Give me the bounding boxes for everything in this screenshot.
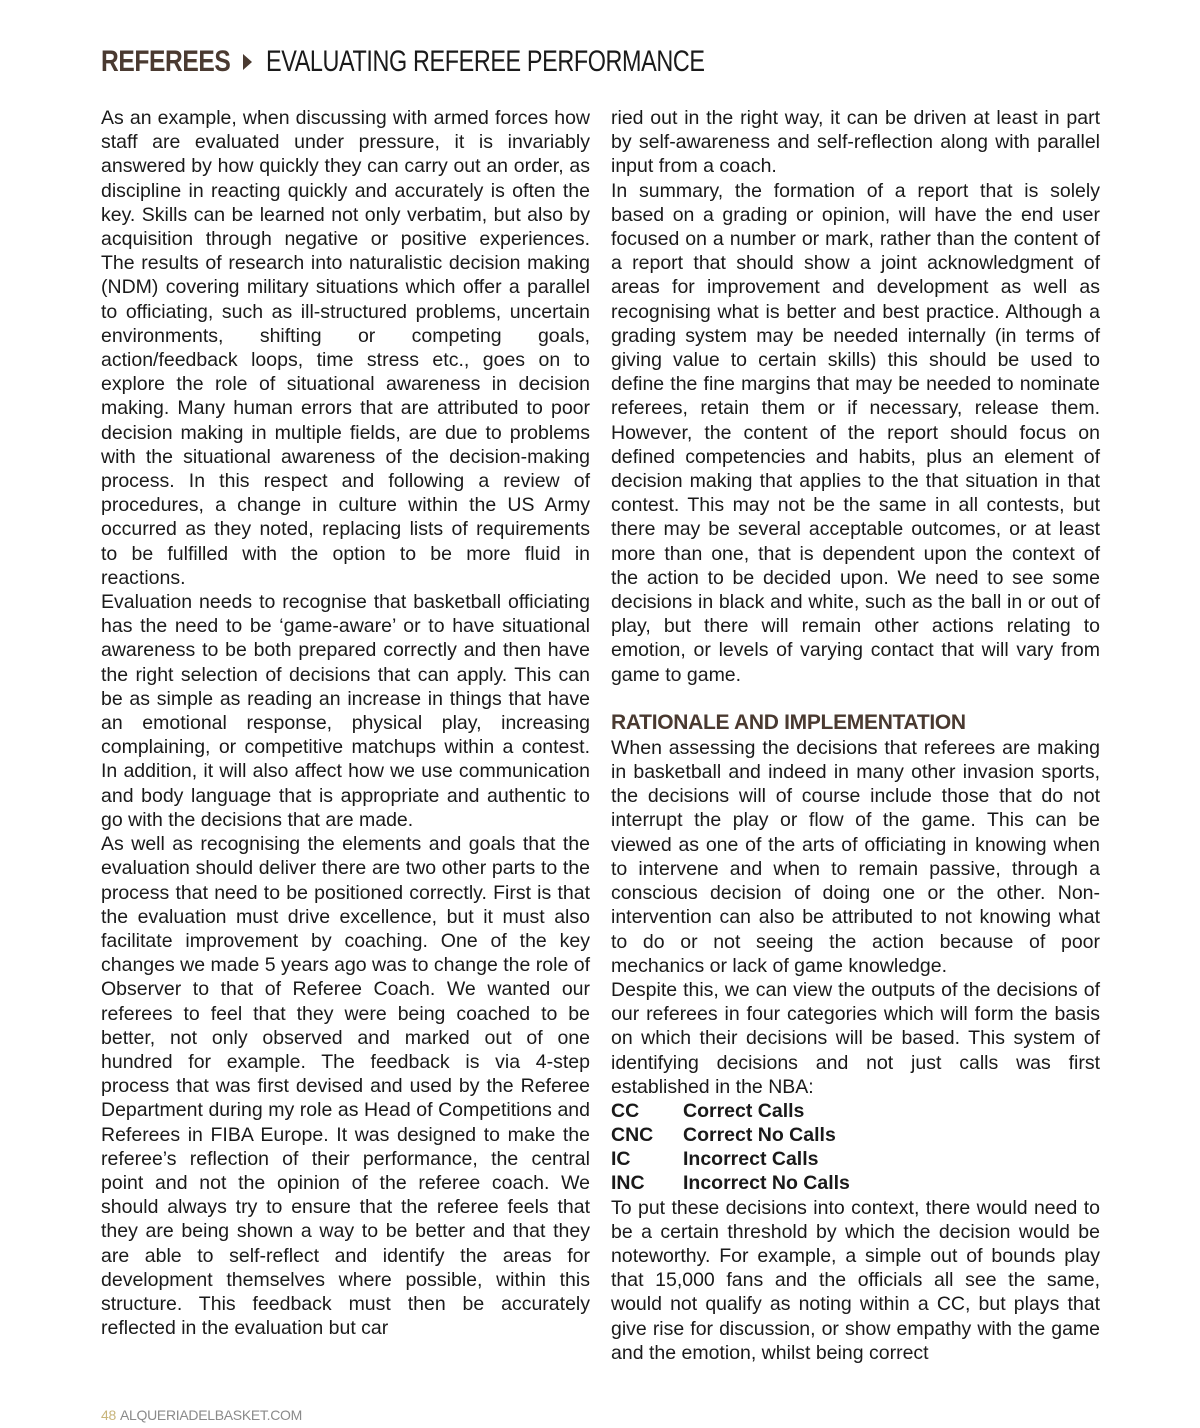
paragraph: Despite this, we can view the outputs of the decisions of our referees in four categories which will form the basis on which their decisions will be based. This system of identifying decisions and not just calls was first established in the NBA:	[611, 978, 1100, 1098]
paragraph: Evaluation needs to recognise that basketball officiating has the need to be ‘game-aware’ or to have situational awareness to be both prepared correctly and then have the right selection of decisions that can apply. This can be as simple as reading an increase in things that have an emotional response, physical play, increasing complaining, or competitive matchups within a contest. In addition, it will also affect how we use communication and body language that is appropriate and authentic to go with the decisions that are made.	[101, 591, 590, 831]
category-code: INC	[611, 1172, 645, 1195]
category-label: Correct Calls	[683, 1099, 805, 1122]
section-subheading: RATIONALE AND IMPLEMENTATION	[611, 710, 966, 734]
left-column	[101, 106, 590, 1340]
page-number: 48	[101, 1407, 116, 1423]
category-item	[611, 1171, 1100, 1195]
category-label: Correct No Calls	[683, 1124, 836, 1147]
caret-right-icon	[243, 54, 252, 70]
right-column	[611, 106, 1100, 1365]
paragraph: As well as recognising the elements and goals that the evaluation should deliver there are two other parts to the process that need to be positioned correctly. First is that the evaluation must drive excellence, but it must also facilitate improvement by coaching. One of the key changes we made 5 years ago was to change the role of Observer to that of Referee Coach. We wanted our referees to feel that they were being coached to be better, not only observed and marked out of one hundred for example. The feedback is via 4-step process that was first devised and used by the Referee Department during my role as Head of Competitions and Referees in FIBA Europe. It was designed to make the referee’s reflection of their performance, the central point and not the opinion of the referee coach. We should always try to ensure that the referee feels that they are being shown a way to be better and that they are able to self-reflect and identify the areas for development themselves where possible, within this structure. This feedback must then be accurately reflected in the evaluation but car	[101, 833, 590, 1340]
category-label: Incorrect Calls	[683, 1148, 819, 1171]
page-title: EVALUATING REFEREE PERFORMANCE	[265, 45, 705, 78]
category-item	[611, 1123, 1100, 1147]
category-code: CC	[611, 1099, 640, 1122]
page-footer	[101, 1407, 302, 1423]
category-code: CNC	[611, 1124, 654, 1147]
category-item	[611, 1099, 1100, 1123]
paragraph: To put these decisions into context, there would need to be a certain threshold by which the decision would be noteworthy. For example, a simple out of bounds play that 15,000 fans and the officials all see the same, would not qualify as noting within a CC, but plays that give rise for discussion, or show empathy with the game and the emotion, whilst being correct	[611, 1196, 1100, 1364]
section-label: REFEREES	[101, 45, 231, 78]
category-label: Incorrect No Calls	[683, 1172, 850, 1195]
paragraph: In summary, the formation of a report that is solely based on a grading or opinion, will have the end user focused on a number or mark, rather than the content of a report that should show a joint acknowledgment of areas for improvement and development as well as recognising what is better and best practice. Although a grading system may be needed internally (in terms of giving value to certain skills) this should be used to define the fine margins that may be needed to nominate referees, retain them or if necessary, release them. However, the content of the report should focus on defined competencies and habits, plus an element of decision making that applies to the that situation in that contest. This may not be the same in all contests, but there may be several acceptable outcomes, or at least more than one, that is dependent upon the context of the action to be decided upon. We need to see some decisions in black and white, such as the ball in or out of play, but there will remain other actions relating to emotion, or levels of varying contact that will vary from game to game.	[611, 179, 1100, 686]
paragraph: As an example, when discussing with armed forces how staff are evaluated under pressure, it is invariably answered by how quickly they can carry out an order, as discipline in reacting quickly and accurately is often the key. Skills can be learned not only verbatim, but also by acquisition through negative or positive experiences. The results of research into naturalistic decision making (NDM) covering military situations which offer a parallel to officiating, such as ill-structured problems, uncertain environments, shifting or competing goals, action/feedback loops, time stress etc., goes on to explore the role of situational awareness in decision making. Many human errors that are attributed to poor decision making in multiple fields, are due to problems with the situational awareness of the decision-making process. In this respect and following a review of procedures, a change in culture within the US Army occurred as they noted, replacing lists of requirements to be fulfilled with the option to be more fluid in reactions.	[101, 107, 590, 589]
category-code: IC	[611, 1148, 631, 1171]
category-list	[611, 1099, 1100, 1196]
category-item	[611, 1147, 1100, 1171]
website-url: ALQUERIADELBASKET.COM	[119, 1407, 302, 1423]
paragraph: When assessing the decisions that referees are making in basketball and indeed in many other invasion sports, the decisions will of course include those that do not interrupt the play or flow of the game. This can be viewed as one of the arts of officiating in knowing when to intervene and when to remain passive, through a conscious decision of doing one or the other. Non-intervention can also be attributed to not knowing what to do or not seeing the action because of poor mechanics or lack of game knowledge.	[611, 736, 1100, 977]
page-header	[101, 40, 828, 84]
paragraph: ried out in the right way, it can be driven at least in part by self-awareness and self-reflection along with parallel input from a coach.	[611, 107, 1100, 178]
